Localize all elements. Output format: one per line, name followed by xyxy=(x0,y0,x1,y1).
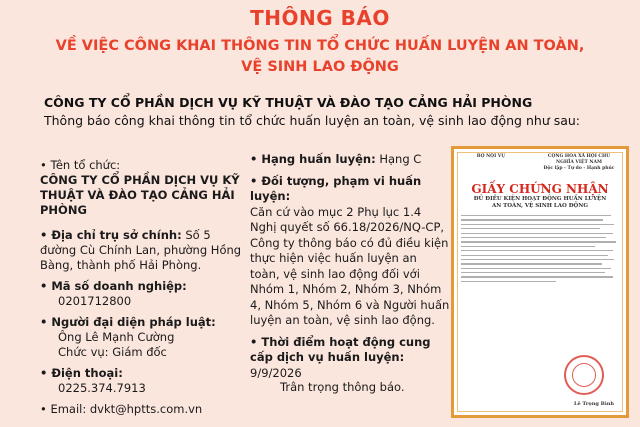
certificate-text-line xyxy=(461,219,603,220)
certificate-text-line xyxy=(461,250,613,251)
phone-block xyxy=(40,366,245,396)
address-block xyxy=(40,228,245,273)
org-label: • Tên tổ chức: xyxy=(40,158,121,172)
red-seal-icon xyxy=(564,355,604,395)
certificate-text-line xyxy=(461,276,613,277)
certificate-subtitle-1: ĐỦ ĐIỀU KIỆN HOẠT ĐỘNG HUẤN LUYỆN xyxy=(473,196,607,202)
address-label: • Địa chỉ trụ sở chính: xyxy=(40,228,182,242)
certificate-subtitle-2: AN TOÀN, VỆ SINH LAO ĐỘNG xyxy=(491,203,589,209)
certificate-title: GIẤY CHỨNG NHẬN xyxy=(471,182,609,196)
certificate-image xyxy=(451,146,629,418)
org-value: CÔNG TY CỔ PHẦN DỊCH VỤ KỸ THUẬT VÀ ĐÀO TẠO CẢNG HẢI PHÒNG xyxy=(40,173,240,217)
certificate-text-line xyxy=(461,272,605,273)
rep-label: • Người đại diện pháp luật: xyxy=(40,315,216,329)
time-block xyxy=(250,335,450,382)
phone-value: 0225.374.7913 xyxy=(58,381,146,395)
certificate-text-line xyxy=(461,255,608,256)
page-title: THÔNG BÁO xyxy=(250,6,390,30)
certificate-text-line xyxy=(461,263,602,264)
time-value: 9/9/2026 xyxy=(250,365,302,380)
certificate-text-line xyxy=(461,241,616,242)
rep-name: Ông Lê Mạnh Cường xyxy=(58,330,175,344)
scope-label: • Đối tượng, phạm vi huấn luyện: xyxy=(250,173,422,203)
page-subtitle xyxy=(20,36,620,78)
rank-label: • Hạng huấn luyện: xyxy=(250,152,376,166)
time-label: • Thời điểm hoạt động cung cấp dịch vụ huấn luyện: xyxy=(250,334,431,364)
subtitle-line-1: VỀ VIỆC CÔNG KHAI THÔNG TIN TỔ CHỨC HUẤN LUYỆN AN TOÀN, xyxy=(55,38,585,54)
address-value: Số 5 đường Cù Chính Lan, phường Hồng Bàng, thành phố Hải Phòng. xyxy=(40,228,242,272)
certificate-text-line xyxy=(461,246,595,247)
certificate-text-line xyxy=(461,215,611,216)
certificate-motto: Độc lập - Tự do - Hạnh phúc xyxy=(543,166,615,171)
certificate-text-line xyxy=(461,228,600,229)
email-line: • Email: dvkt@hptts.com.vn xyxy=(40,402,203,416)
tax-label: • Mã số doanh nghiệp: xyxy=(40,279,187,293)
certificate-text-line xyxy=(461,224,614,225)
certificate-text-line xyxy=(461,259,614,260)
certificate-signature: Lê Trọng Bình xyxy=(573,401,614,407)
certificate-text-line xyxy=(461,237,606,238)
intro-text: Thông báo công khai thông tin tổ chức huấn luyện an toàn, vệ sinh lao động như sau: xyxy=(44,113,581,128)
right-column xyxy=(250,152,450,387)
tax-block xyxy=(40,279,245,309)
rep-title: Chức vụ: Giám đốc xyxy=(58,345,167,359)
certificate-text-line xyxy=(461,281,556,282)
phone-label: • Điện thoại: xyxy=(40,366,123,380)
closing-text: Trân trọng thông báo. xyxy=(280,380,405,394)
tax-value: 0201712800 xyxy=(58,294,132,308)
rep-block xyxy=(40,315,245,360)
rank-block xyxy=(250,152,450,168)
certificate-text-line xyxy=(461,233,613,234)
company-name: CÔNG TY CỔ PHẦN DỊCH VỤ KỸ THUẬT VÀ ĐÀO TẠO CẢNG HẢI PHÒNG xyxy=(44,95,533,110)
scope-block xyxy=(250,174,450,329)
org-block xyxy=(40,158,245,218)
left-column xyxy=(40,158,245,423)
scope-value: Căn cứ vào mục 2 Phụ lục 1.4 Nghị quyết số 66.18/2026/NQ-CP, Công ty thông báo có đủ điều kiện thực hiện việc huấn luyện an toàn, vệ sinh lao động đối với Nhóm 1, Nhóm 2, Nhóm 3, Nhóm 4, Nhóm 5, Nhóm 6 và Người huấn luyện an toàn, vệ sinh lao động. xyxy=(250,204,450,327)
certificate-republic-name: CỘNG HÒA XÃ HỘI CHỦ NGHĨA VIỆT NAM xyxy=(547,154,611,165)
subtitle-line-2: VỆ SINH LAO ĐỘNG xyxy=(241,59,399,75)
certificate-text-line xyxy=(461,268,611,269)
rank-value: Hạng C xyxy=(375,152,422,166)
certificate-ministry: BỘ NỘI VỤ xyxy=(476,154,506,159)
